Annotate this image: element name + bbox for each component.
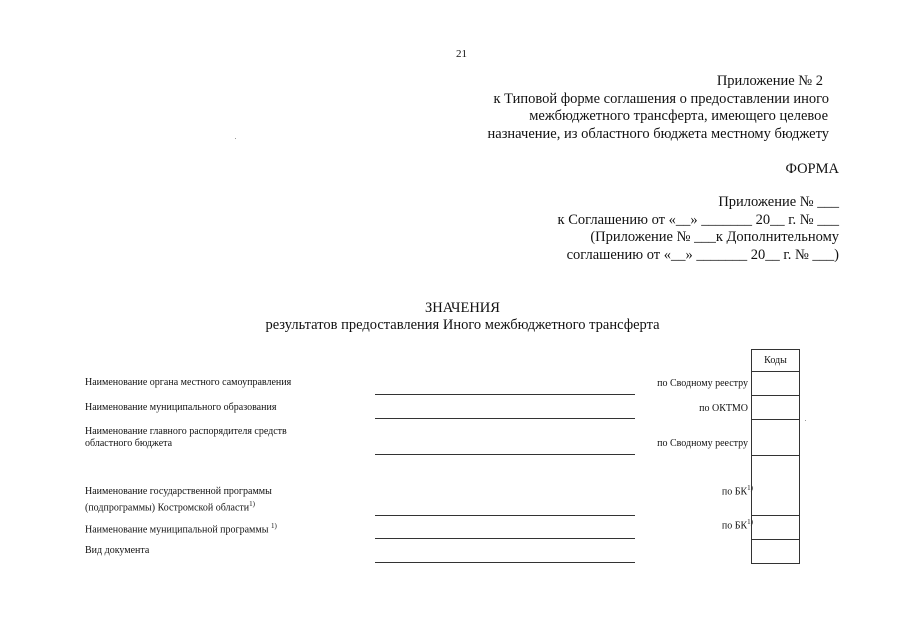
annex-line: к Типовой форме соглашения о предоставлении иного	[493, 90, 829, 107]
sub-annex-line: к Соглашению от «__» _______ 20__ г. № ___	[557, 211, 839, 228]
field-label-state-program	[85, 486, 290, 514]
field-label-state-program-text: Наименование государственной программы (подпрограммы) Костромской области	[85, 486, 272, 514]
code-cell[interactable]	[752, 456, 800, 516]
form-label: ФОРМА	[785, 161, 839, 177]
page-subtitle: результатов предоставления Иного межбюджетного трансферта	[265, 317, 660, 333]
sub-annex-line: Приложение № ___	[718, 194, 839, 210]
code-label-oktmo: по ОКТМО	[699, 403, 748, 414]
page-number: 21	[456, 48, 467, 60]
sub-annex-line: соглашению от «__» _______ 20__ г. № ___)	[566, 246, 839, 263]
code-cell[interactable]	[752, 540, 800, 564]
field-label-municipal-program	[85, 520, 277, 536]
codes-header: Коды	[752, 350, 800, 372]
sub-annex-block	[558, 194, 839, 264]
code-cell[interactable]	[752, 420, 800, 456]
code-cell[interactable]	[752, 516, 800, 540]
code-label-consolidated-registry: по Сводному реестру	[657, 378, 748, 389]
page-title: ЗНАЧЕНИЯ	[425, 300, 500, 316]
field-label-authority: Наименование органа местного самоуправления	[85, 377, 292, 388]
field-label-municipal-program-text: Наименование муниципальной программы	[85, 524, 269, 536]
code-label-bk-2	[722, 518, 753, 531]
scan-speck	[235, 138, 236, 139]
field-line-main-manager[interactable]	[375, 454, 635, 455]
annex-line: межбюджетного трансферта, имеющего целевое	[529, 108, 828, 124]
field-label-municipality: Наименование муниципального образования	[85, 402, 277, 413]
code-cell[interactable]	[752, 396, 800, 420]
field-line-state-program[interactable]	[375, 515, 635, 516]
field-line-doc-type[interactable]	[375, 562, 635, 563]
footnote-ref: 1)	[249, 500, 255, 508]
scan-speck	[805, 420, 806, 421]
annex-block	[488, 73, 830, 143]
annex-line: Приложение № 2	[716, 73, 823, 89]
footnote-ref: 1)	[270, 522, 277, 530]
code-label-bk-2-text: по БК	[721, 520, 748, 532]
footnote-ref: 1)	[747, 518, 753, 526]
code-cell[interactable]	[752, 372, 800, 396]
field-label-doc-type: Вид документа	[85, 545, 150, 556]
code-label-bk-text: по БК	[721, 486, 748, 498]
annex-line: назначение, из областного бюджета местному бюджету	[487, 125, 829, 142]
field-line-municipal-program[interactable]	[375, 538, 635, 539]
code-label-bk	[722, 484, 753, 497]
field-label-main-manager: Наименование главного распорядителя средств областного бюджета	[85, 426, 287, 449]
footnote-ref: 1)	[747, 484, 753, 492]
field-line-municipality[interactable]	[375, 418, 635, 419]
codes-table	[751, 349, 800, 564]
code-label-consolidated-registry-2: по Сводному реестру	[657, 438, 748, 449]
sub-annex-line: (Приложение № ___к Дополнительному	[590, 229, 839, 245]
field-line-authority[interactable]	[375, 394, 635, 395]
